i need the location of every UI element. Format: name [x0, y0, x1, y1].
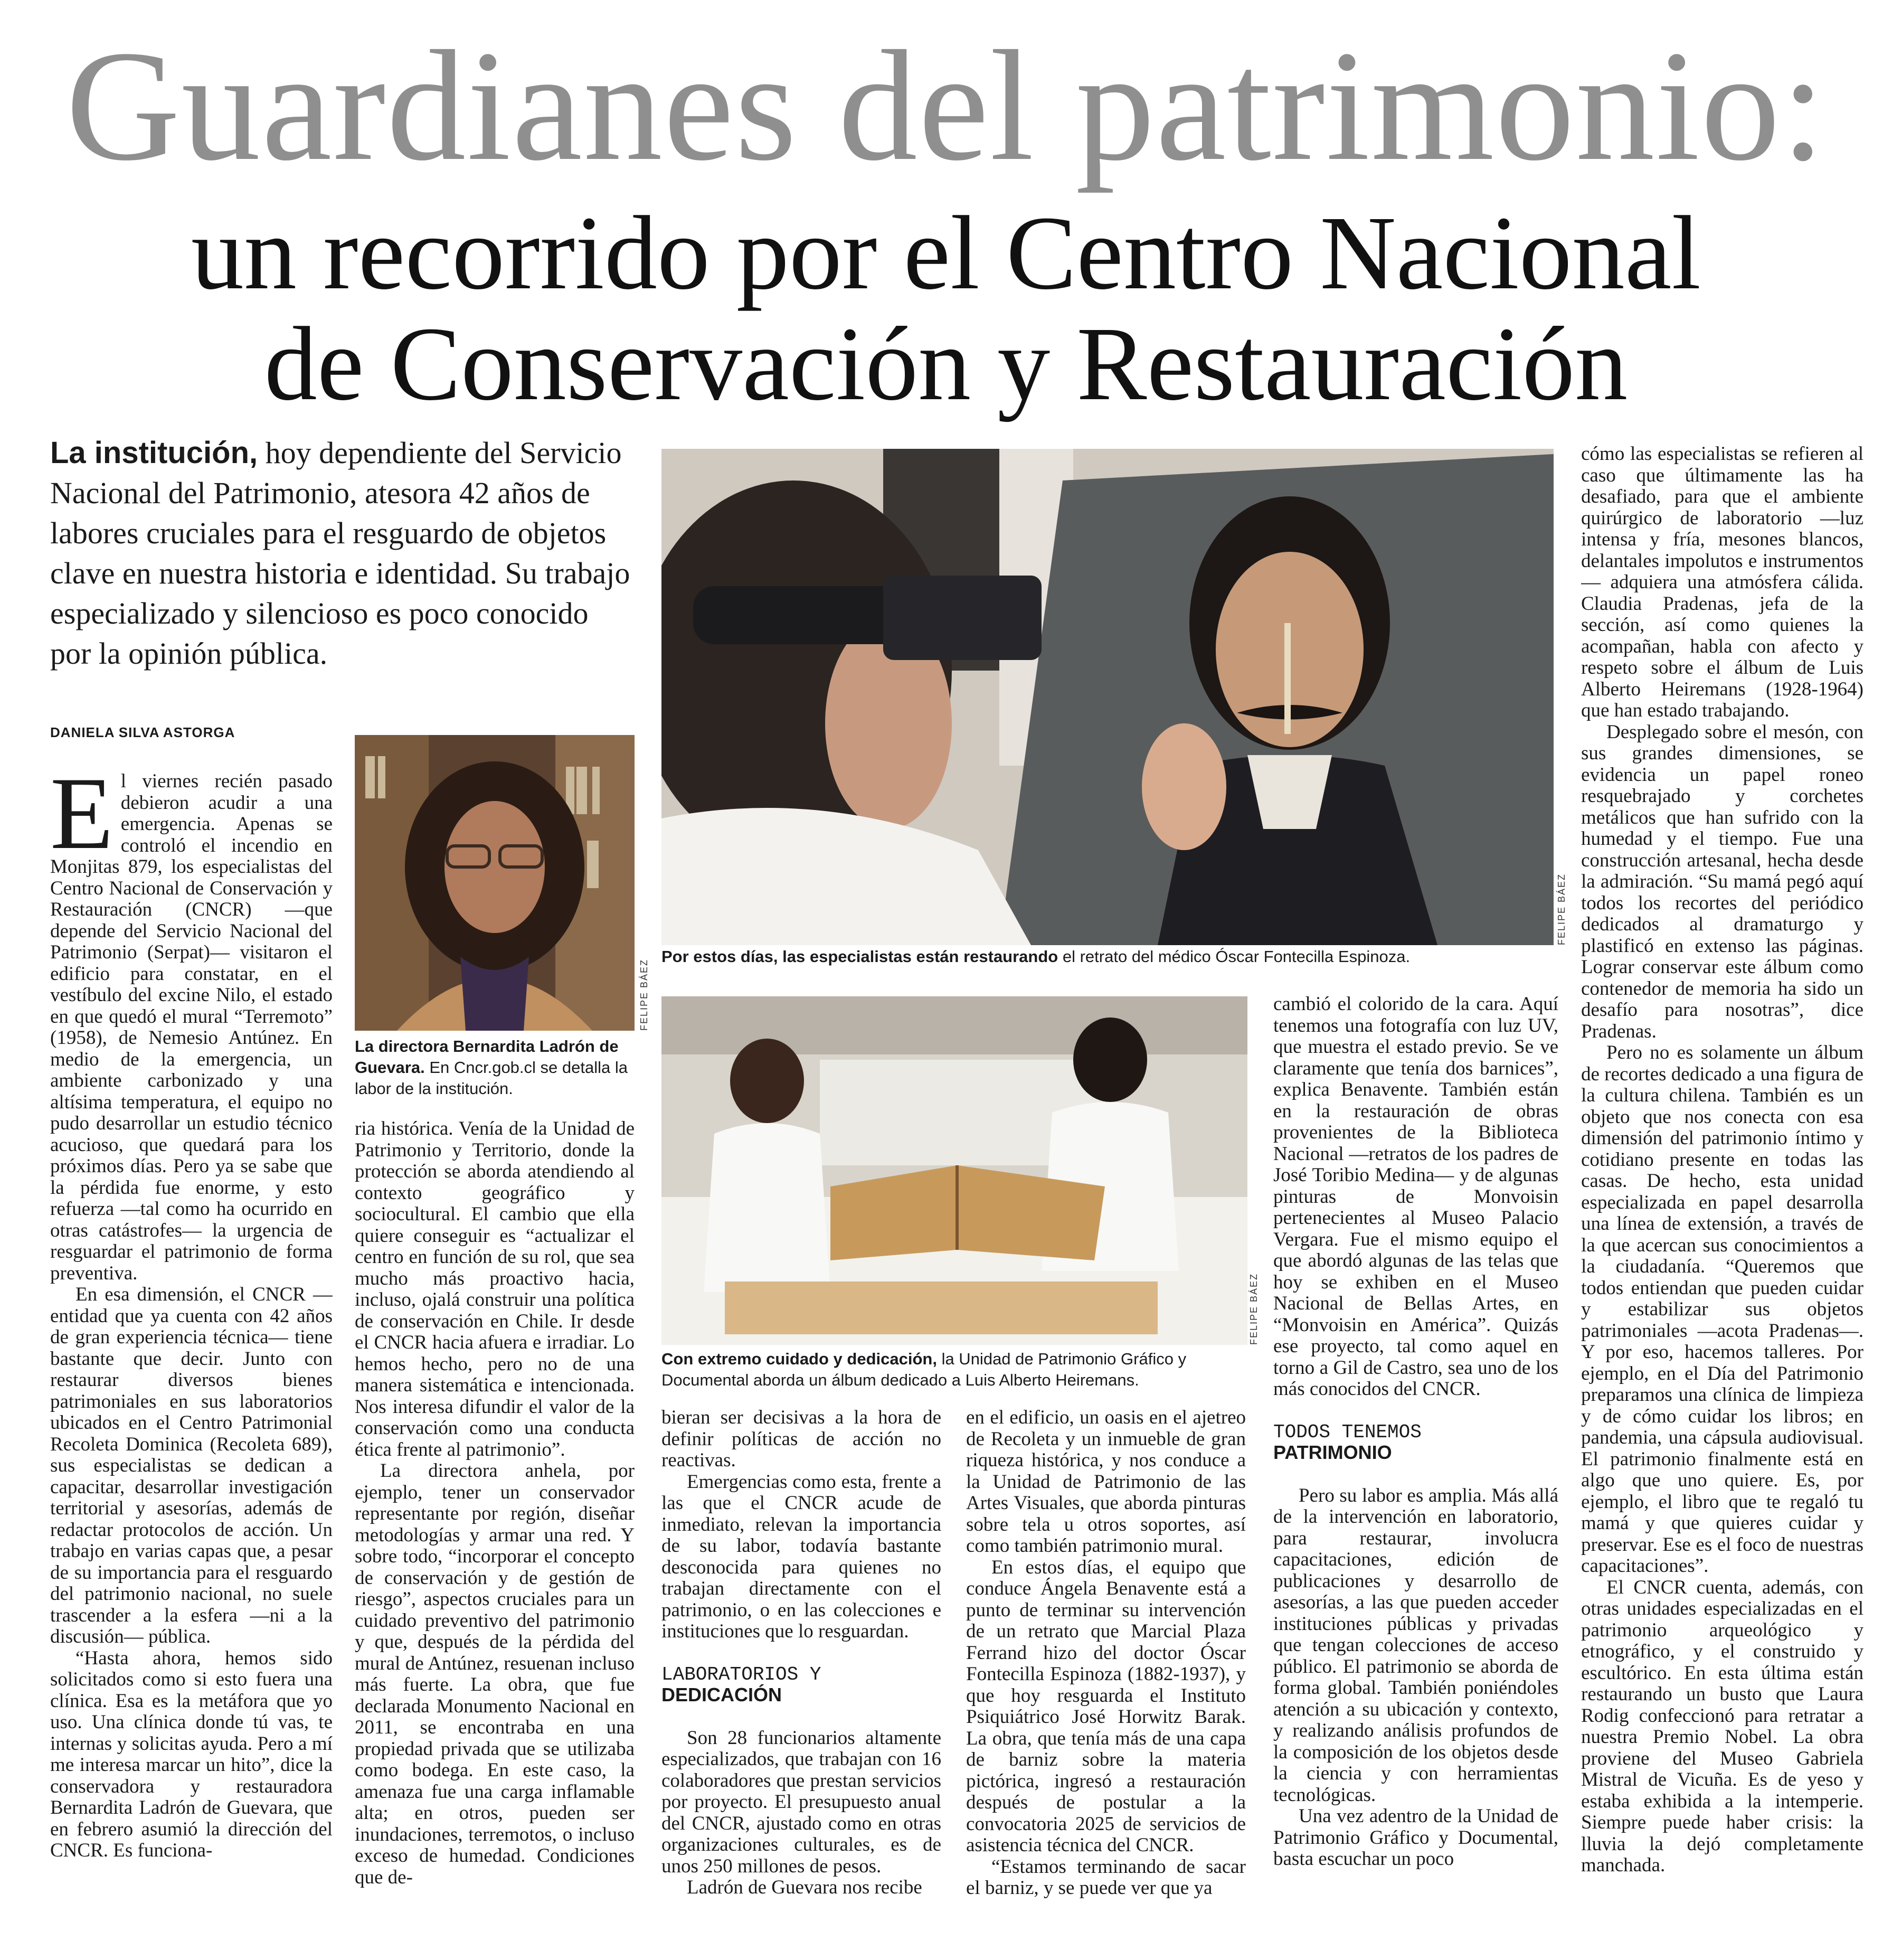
headline-line-2: un recorrido por el Centro Nacional: [191, 195, 1701, 312]
column-3: [661, 1407, 941, 1951]
col3-paragraph-3: Son 28 funcionarios altamente especializados, que trabajan con 16 colaboradores que prestan servicios por proyecto. El presupuesto anual del CNCR, ajustado como en otras organizaciones culturales, es de unos 250 millones de pesos.: [661, 1727, 941, 1877]
subhead-1-line-1: LABORATORIOS Y: [661, 1663, 821, 1685]
subhead-1-line-2: DEDICACIÓN: [661, 1683, 782, 1705]
deck-lead: La institución,: [50, 436, 258, 470]
director-portrait-photo: [355, 735, 635, 1031]
col6-paragraph-1: cómo las especialistas se refieren al caso que últimamente las ha desafiado, para que el ambiente quirúrgico de laboratorio —luz intensa y fría, mesones blancos, delantales impolutos e instrumentos— adquiera una atmósfera cálida. Claudia Pradenas, jefa de la sección, así como quienes la acompañan, habla con afecto y respeto sobre el álbum de Luis Alberto Heiremans (1928-1964) que han estado trabajando.: [1581, 444, 1863, 721]
headline-line-3: de Conservación y Restauración: [264, 306, 1628, 422]
subhead-2-line-1: TODOS TENEMOS: [1273, 1421, 1422, 1443]
portrait-caption-bold: La directora Bernardita Ladrón de Guevara.: [355, 1037, 619, 1077]
portrait-caption-text: En Cncr.gob.cl se detalla la labor de la institución.: [355, 1058, 628, 1098]
col4-paragraph-2: En estos días, el equipo que conduce Ángela Benavente está a punto de terminar su intervención de un retrato que Marcial Plaza Ferrand hizo del doctor Óscar Fontecilla Espinoza (1882-1937), y que hoy resguarda el Instituto Psiquiátrico José Horwitz Barak. La obra, que tenía más de una capa de barniz sobre la materia pictórica, ingresó a restauración después de postular a la convocatoria 2025 de servicios de asistencia técnica del CNCR.: [966, 1556, 1246, 1856]
col1-p1-text: l viernes recién pasado debieron acudir a una emergencia. Apenas se controló el incendio en Monjitas 879, los especialistas del Centro Nacional de Conservación y Restauración (CNCR) —que depende del Servicio Nacional del Patrimonio (Serpat)— visitaron el edificio para constatar, en el vestíbulo del excine Nilo, el estado en que quedó el mural “Terremoto” (1958), de Nemesio Antúnez. En medio de la emergencia, un ambiente carbonizado y una altísima temperatura, el equipo no pudo desarrollar un estudio técnico acucioso, que quedará para los próximos días. Pero ya se sabe que la pérdida fue enorme, y esto refuerza —tal como ha ocurrido en otras catástrofes— la urgencia de resguardar el patrimonio de forma preventiva.: [50, 771, 333, 1284]
column-6: [1581, 444, 1863, 1954]
col4-paragraph-3: “Estamos terminando de sacar el barniz, y se puede ver que ya: [966, 1855, 1246, 1899]
restoration-caption-text: el retrato del médico Óscar Fontecilla Espinoza.: [1058, 947, 1411, 966]
col5-paragraph-3: Una vez adentro de la Unidad de Patrimonio Gráfico y Documental, basta escuchar un poco: [1273, 1805, 1558, 1870]
restoration-photo: [661, 449, 1554, 945]
restoration-caption-bold: Por estos días, las especialistas están restaurando: [661, 947, 1058, 966]
deck-text: hoy dependiente del Servicio Nacional del Patrimonio, atesora 42 años de labores cruciales para el resguardo de objetos clave en nuestra historia e identidad. Su trabajo especializado y silencioso es poco conocido por la opinión pública.: [50, 436, 630, 671]
col6-paragraph-2: Desplegado sobre el mesón, con sus grandes dimensiones, se evidencia un papel roneo resquebrajado y corchetes metálicos que han sufrido con la humedad y el tiempo. Fue una construcción artesanal, hecha desde la admiración. “Su mamá pegó aquí todos los recortes del periódico dedicados al dramaturgo y plastificó en extenso las páginas. Lograr conservar este álbum como contenedor de memoria ha sido un desafío para nosotras”, dice Pradenas.: [1581, 721, 1863, 1042]
col2-paragraph-2: La directora anhela, por ejemplo, tener un conservador representante por región, diseñar metodologías y armar una red. Y sobre todo, “incorporar el concepto de conservación y de gestión de riesgo”, aspectos cruciales para un cuidado preventivo del patrimonio y que, después de la pérdida del mural de Antúnez, resuenan incluso más fuerte. La obra, que fue declarada Monumento Nacional en 2011, se encontraba en una propiedad privada que se utilizaba como bodega. En este caso, la amenaza fue una carga inflamable alta; en otros, pueden ser inundaciones, terremotos, o incluso exceso de humedad. Condiciones que de-: [355, 1460, 635, 1888]
col4-paragraph-1: en el edificio, un oasis en el ajetreo de Recoleta y un inmueble de gran riqueza histórica, y nos conduce a la Unidad de Patrimonio de las Artes Visuales, que aborda pinturas sobre tela u otros soportes, así como también patrimonio mural.: [966, 1407, 1246, 1557]
album-caption-bold: Con extremo cuidado y dedicación,: [661, 1350, 937, 1368]
col1-paragraph-1: [50, 771, 333, 1284]
deck: [50, 433, 636, 674]
restoration-photo-credit: FELIPE BÁEZ: [1556, 873, 1567, 945]
col3-paragraph-1: bieran ser decisivas a la hora de definir políticas de acción no reactivas.: [661, 1407, 941, 1471]
subhead-todos-tenemos: [1273, 1422, 1558, 1464]
column-2: [355, 1118, 635, 1953]
headline-line-1: Guardianes del patrimonio:: [65, 18, 1827, 193]
album-photo: [661, 996, 1247, 1345]
portrait-photo-credit: FELIPE BÁEZ: [639, 958, 649, 1031]
col6-paragraph-4: El CNCR cuenta, además, con otras unidades especializadas en el patrimonio arqueológico y etnográfico, y el construido y escultórico. En esta última están restaurando un busto que Laura Rodig confeccionó para retratar a nuestra Premio Nobel. La obra proviene del Museo Gabriela Mistral de Vicuña. Es de yeso y estaba exhibida a la intemperie. Siempre puede haber crisis: la lluvia la dejó completamente manchada.: [1581, 1576, 1863, 1876]
subhead-laboratorios: [661, 1665, 941, 1707]
col3-paragraph-4: Ladrón de Guevara nos recibe: [687, 1877, 922, 1898]
column-4: [966, 1407, 1246, 1951]
byline: DANIELA SILVA ASTORGA: [50, 724, 235, 740]
col5-paragraph-2: Pero su labor es amplia. Más allá de la intervención en laboratorio, para restaurar, involucra capacitaciones, edición de publicaciones y desarrollo de asesorías, a las que pueden acceder instituciones públicas y privadas que tengan colecciones de acceso público. El patrimonio se aborda de forma global. También poniéndoles atención a su ubicación y contexto, y realizando análisis profundos de la composición de los objetos desde la ciencia y con herramientas tecnológicas.: [1273, 1484, 1558, 1806]
col5-paragraph-1: cambió el colorido de la cara. Aquí tenemos una fotografía con luz UV, que muestra el estado previo. Se ve claramente que tenía dos barnices”, explica Benavente. También están en la restauración de obras provenientes de la Biblioteca Nacional —retratos de los padres de José Toribio Medina— y de algunas pinturas de Monvoisin pertenecientes al Museo Palacio Vergara. Fue el mismo equipo el que abordó algunas de las telas que hoy se exhiben en el Museo Nacional de Bellas Artes, en “Monvoisin en América”. Quizás ese proyecto, tal como aquel en torno a Gil de Castro, sea uno de los más conocidos del CNCR.: [1273, 994, 1558, 1400]
column-5: [1273, 994, 1558, 1952]
album-photo-credit: FELIPE BÁEZ: [1248, 1273, 1259, 1345]
column-1: [50, 771, 333, 1948]
subhead-2-line-2: PATRIMONIO: [1273, 1441, 1392, 1463]
restoration-caption: [661, 946, 1559, 967]
dropcap: E: [50, 771, 113, 871]
portrait-caption: [355, 1036, 635, 1099]
col1-paragraph-3: “Hasta ahora, hemos sido solicitados como si esto fuera una clínica. Esa es la metáfora que yo uso. Una clínica donde tú vas, te internas y solicitas ayuda. Pero a mí me interesa marcar un hito”, dice la conservadora y restauradora Bernardita Ladrón de Guevara, que en febrero asumió la dirección del CNCR. Es funciona-: [50, 1647, 333, 1861]
col2-paragraph-1: ria histórica. Venía de la Unidad de Patrimonio y Territorio, donde la protección se aborda atendiendo al contexto geográfico y sociocultural. El cambio que ella quiere conseguir es “actualizar el centro en función de su rol, que sea mucho más proactivo hacia, incluso, ojalá construir una política de conservación en Chile. Ir desde el CNCR hacia afuera e irradiar. Lo hemos hecho, pero no de una manera sistemática e intencionada. Nos interesa difundir el valor de la conservación como una conducta ética frente al patrimonio”.: [355, 1118, 635, 1460]
col6-paragraph-3: Pero no es solamente un álbum de recortes dedicado a una figura de la cultura chilena. También es un objeto que nos conecta con esa dimensión del patrimonio íntimo y cotidiano presente en todas las casas. De hecho, esta unidad especializada en papel desarrolla una línea de extensión, a través de la que acercan sus conocimientos a la ciudadanía. “Queremos que todos entiendan que pueden cuidar y estabilizar sus objetos patrimoniales —acota Pradenas—. Y por eso, hacemos talleres. Por ejemplo, en el Día del Patrimonio preparamos una clínica de limpieza y de cómo cuidar los libros; en pandemia, una cápsula audiovisual. El patrimonio finalmente está en algo que uno quiere. Es, por ejemplo, el libro que te regaló tu mamá y que quieres cuidar y preservar. Ese es el foco de nuestras capacitaciones”.: [1581, 1042, 1863, 1577]
album-caption: [661, 1349, 1247, 1391]
col1-paragraph-2: En esa dimensión, el CNCR —entidad que ya cuenta con 42 años de gran experiencia técnica— tiene bastante que decir. Junto con restaurar diversos bienes patrimoniales en sus laboratorios ubicados en el Centro Patrimonial Recoleta Dominica (Recoleta 689), sus especialistas se dedican a capacitar, desarrollar investigación territorial y asesorías, además de redactar protocolos de acción. Un trabajo en varias capas que, a pesar de su importancia para el resguardo del patrimonio nacional, no suele trascender a la esfera —ni a la discusión— pública.: [50, 1284, 333, 1647]
col3-paragraph-2: Emergencias como esta, frente a las que el CNCR acude de inmediato, relevan la importancia de su labor, todavía bastante desconocida para quienes no trabajan directamente con el patrimonio, o en las colecciones e instituciones que lo resguardan.: [661, 1471, 941, 1642]
album-caption-text: la Unidad de Patrimonio Gráfico y Documental aborda un álbum dedicado a Luis Alberto Heiremans.: [661, 1350, 1187, 1389]
